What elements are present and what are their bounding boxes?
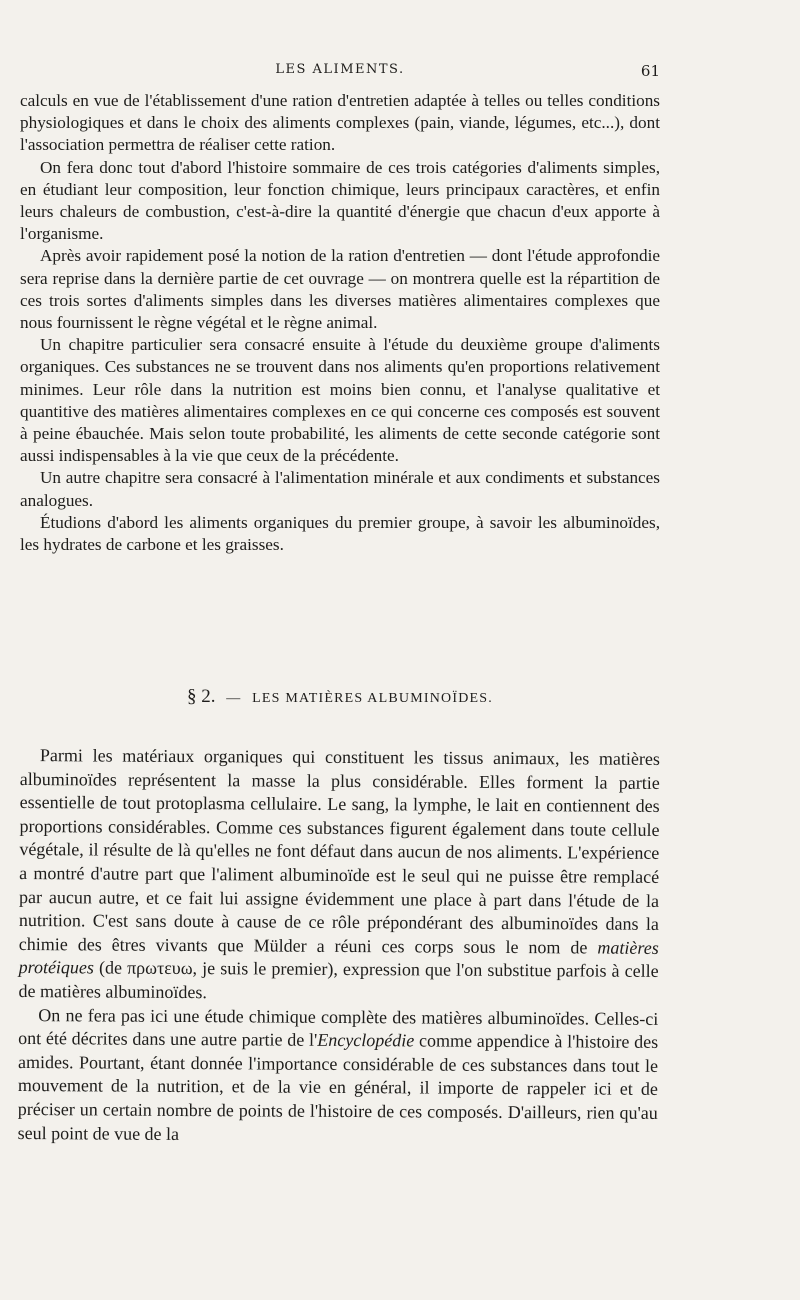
paragraph-7-part-b: (de πρωτευω, je suis le premier), expression que l'on substitue parfois à celle de matières albuminoïdes. xyxy=(18,957,659,1003)
paragraph-6: Étudions d'abord les aliments organiques du premier groupe, à savoir les albuminoïdes, les hydrates de carbone et les graisses. xyxy=(20,512,660,555)
paragraph-7-italic: matières protéiques xyxy=(18,937,659,978)
page-number: 61 xyxy=(640,62,660,80)
paragraph-7 xyxy=(18,744,660,1007)
section-heading xyxy=(0,686,680,708)
paragraph-7-part-a: Parmi les matériaux organiques qui constituent les tissus animaux, les matières albuminoïdes représentent la masse la plus considérable. Elles forment la partie essentielle de tout protoplasma cellulaire. Le sang, la lymphe, le lait en contiennent des proportions considérables. Comme ces substances figurent également dans toute cellule végétale, il résulte de là qu'elles ne font défaut dans aucun de nos aliments. L'expérience a montré d'autre part que l'aliment albuminoïde est le seul qui ne puisse être remplacé par aucun autre, et ce fait lui assigne évidemment une place à part dans l'étude de la nutrition. C'est sans doute à cause de ce rôle prépondérant des albuminoïdes dans la chimie des êtres vivants que Mülder a réuni ces corps sous le nom de xyxy=(18,745,660,958)
section-title-text: LES MATIÈRES ALBUMINOÏDES. xyxy=(252,691,493,706)
paragraph-4: Un chapitre particulier sera consacré ensuite à l'étude du deuxième groupe d'aliments organiques. Ces substances ne se trouvent dans nos aliments qu'en proportions relativement minimes. Leur rôle dans la nutrition est moins bien connu, et l'analyse qualitative et quantitive des matières alimentaires complexes en ce qui concerne ces composés est souvent à peine ébauchée. Mais selon toute probabilité, les aliments de cette seconde catégorie sont aussi indispensables à la vie que ceux de la précédente. xyxy=(20,335,660,466)
paragraph-1: calculs en vue de l'établissement d'une ration d'entretien adaptée à telles ou telles conditions physiologiques et dans le choix des aliments complexes (pain, viande, légumes, etc...), dont l'association permettra de réaliser cette ration. xyxy=(20,91,660,155)
paragraph-3: Après avoir rapidement posé la notion de la ration d'entretien — dont l'étude approfondie sera reprise dans la dernière partie de cet ouvrage — on montrera quelle est la répartition de ces trois sortes d'aliments simples dans les diverses matières alimentaires complexes que nous fournissent le règne végétal et le règne animal. xyxy=(20,246,660,333)
paragraph-2: On fera donc tout d'abord l'histoire sommaire de ces trois catégories d'aliments simples, en étudiant leur composition, leur fonction chimique, leurs principaux caractères, et enfin leurs chaleurs de combustion, c'est-à-dire la quantité d'énergie que chacun d'eux apporte à l'organisme. xyxy=(20,157,660,244)
body-text-top xyxy=(20,90,660,556)
paragraph-8-italic: Encyclopédie xyxy=(317,1029,415,1051)
running-title: LES ALIMENTS. xyxy=(275,62,405,77)
section-number: § 2. xyxy=(187,686,216,707)
section-dash: — xyxy=(226,691,242,706)
page-header xyxy=(20,62,660,84)
paragraph-8-part-b: comme appendice à l'histoire des amides. Pourtant, étant donnée l'importance considérable de ces substances dans tout le mouvement de la nutrition, et de la vie en général, il importe de rappeler ici et de préciser un certain nombre de points de l'histoire de ces composés. D'ailleurs, rien qu'au seul point de vue de la xyxy=(17,1030,659,1144)
paragraph-8 xyxy=(18,1004,659,1149)
paragraph-8-part-a: On ne fera pas ici une étude chimique complète des matières albuminoïdes. Celles-ci ont été décrites dans une autre partie de l' xyxy=(18,1004,659,1050)
body-text-bottom xyxy=(18,744,660,1149)
paragraph-5: Un autre chapitre sera consacré à l'alimentation minérale et aux condiments et substances analogues. xyxy=(20,468,660,510)
